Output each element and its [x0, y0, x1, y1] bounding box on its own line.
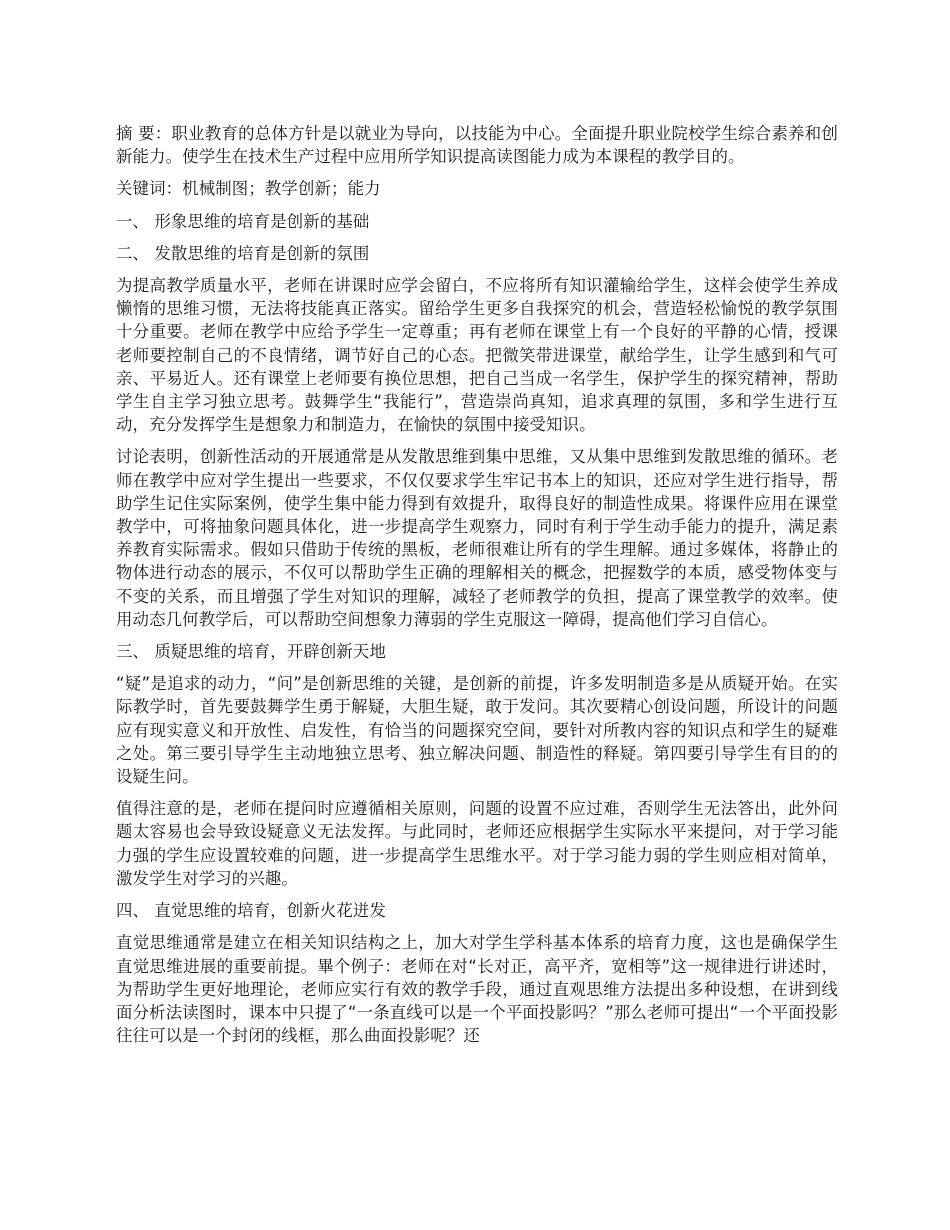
- keywords-line: 关键词：机械制图；教学创新；能力: [116, 179, 381, 199]
- section-2-paragraph-2: 讨论表明，创新性活动的开展通常是从发散思维到集中思维，又从集中思维到发散思维的循环。老师在教学中应对学生提出一些要求，不仅仅要求学生牢记书本上的知识，还应对学生进行指导，帮助学生记住实际案例，使学生集中能力得到有效提升，取得良好的制造性成果。将课件应用在课堂教学中，可将抽象问题具体化，进一步提高学生观察力，同时有利于学生动手能力的提升，满足素养教育实际需求。假如只借助于传统的黑板，老师很难让所有的学生理解。通过多媒体，将静止的物体进行动态的展示，不仅可以帮助学生正确的理解相关的概念，把握数学的本质，感受物体变与不变的关系，而且增强了学生对知识的理解，减轻了老师教学的负担，提高了课堂教学的效率。使用动态几何教学后，可以帮助空间想象力薄弱的学生克服这一障碍，提高他们学习自信心。: [116, 447, 838, 629]
- document-page: [116, 122, 838, 1056]
- abstract-paragraph: 摘 要：职业教育的总体方针是以就业为导向，以技能为中心。全面提升职业院校学生综合素养和创新能力。使学生在技术生产过程中应用所学知识提高读图能力成为本课程的教学目的。: [116, 124, 838, 167]
- section-heading-3: 三、 质疑思维的培育，开辟创新天地: [116, 642, 387, 662]
- section-3-paragraph-2: 值得注意的是，老师在提问时应遵循相关原则，问题的设置不应过难，否则学生无法答出，此外问题太容易也会导致设疑意义无法发挥。与此同时，老师还应根据学生实际水平来提问，对于学习能力强的学生应设置较难的问题，进一步提高学生思维水平。对于学习能力弱的学生则应相对简单，激发学生对学习的兴趣。: [116, 799, 838, 888]
- section-4-paragraph-1: 直觉思维通常是建立在相关知识结构之上，加大对学生学科基本体系的培育力度，这也是确保学生直觉思维进展的重要前提。畢个例子：老师在对“长对正，高平齐，宽相等”这一规律进行讲述时，为帮助学生更好地理论，老师应实行有效的教学手段，通过直观思维方法提出多种设想，在讲到线面分析法读图时，课本中只提了“一条直线可以是一个平面投影吗？”那么老师可提出“一个平面投影往往可以是一个封闭的线框，那么曲面投影呢？还: [116, 933, 838, 1046]
- section-heading-4: 四、 直觉思维的培育，创新火花迸发: [116, 901, 387, 921]
- section-heading-2: 二、 发散思维的培育是创新的氛围: [116, 243, 370, 263]
- section-2-paragraph-1: 为提高教学质量水平，老师在讲课时应学会留白，不应将所有知识灌输给学生，这样会使学生养成懒惰的思维习惯，无法将技能真正落实。留给学生更多自我探究的机会，营造轻松愉悦的教学氛围十分重要。老师在教学中应给予学生一定尊重；再有老师在课堂上有一个良好的平静的心情，授课老师要控制自己的不良情绪，调节好自己的心态。把微笑带进课堂，献给学生，让学生感到和气可亲、平易近人。还有课堂上老师要有换位思想，把自己当成一名学生，保护学生的探究精神，帮助学生自主学习独立思考。鼓舞学生“我能行”，营造崇尚真知，追求真理的氛围，多和学生进行互动，充分发挥学生是想象力和制造力，在愉快的氛围中接受知识。: [116, 276, 838, 435]
- section-heading-1: 一、 形象思维的培育是创新的基础: [116, 211, 370, 231]
- section-3-paragraph-1: “疑”是追求的动力，“问”是创新思维的关键，是创新的前提，许多发明制造多是从质疑开始。在实际教学时，首先要鼓舞学生勇于解疑，大胆生疑，敢于发问。其次要精心创设问题，所设计的问题应有现实意义和开放性、启发性，有恰当的问题探究空间，要针对所教内容的知识点和学生的疑难之处。第三要引导学生主动地独立思考、独立解决问题、制造性的释疑。第四要引导学生有目的的设疑生问。: [116, 674, 838, 787]
